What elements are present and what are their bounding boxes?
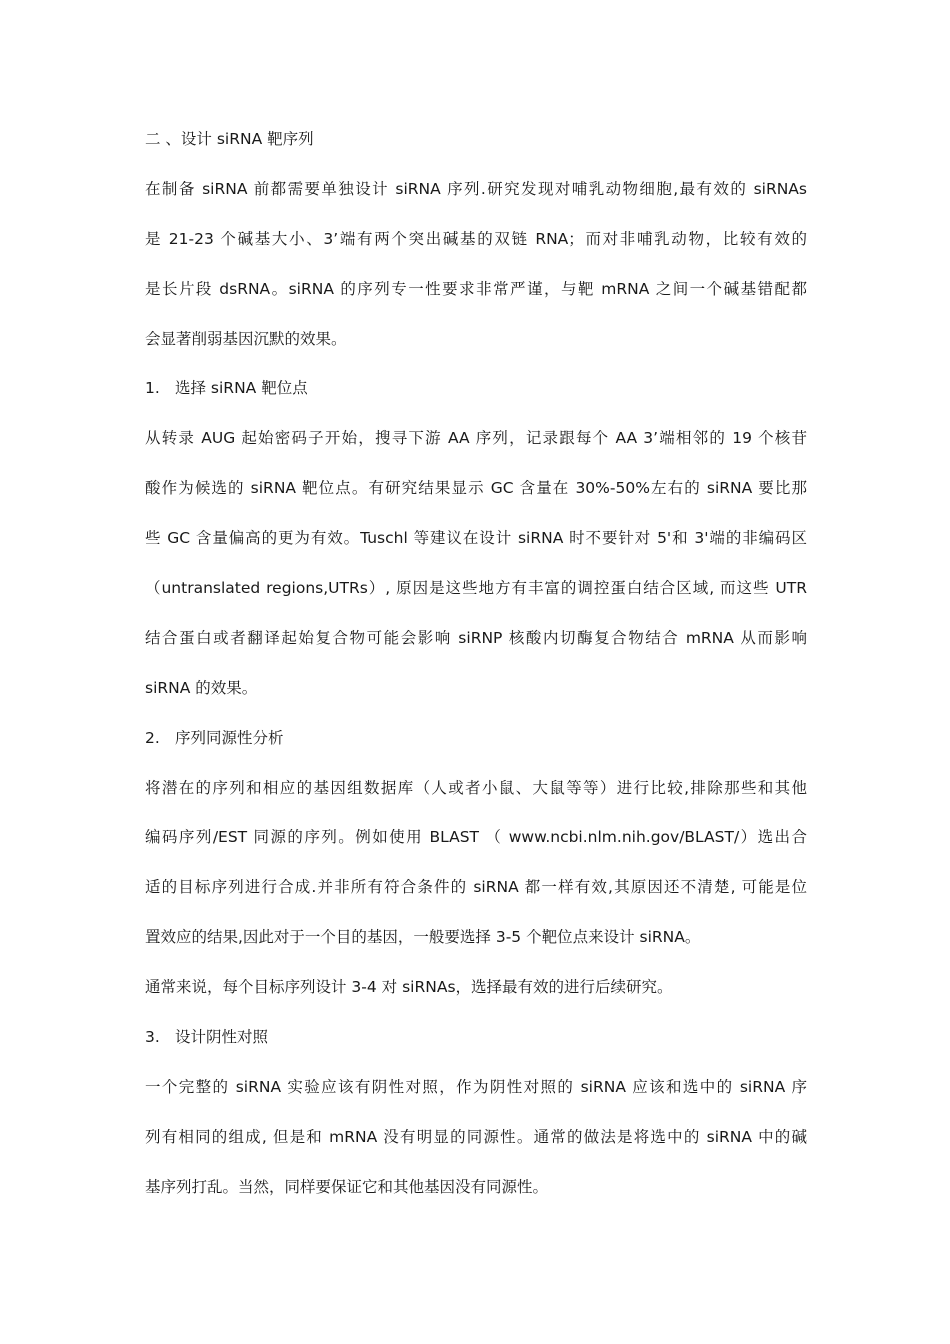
- paragraph-line: 结合蛋白或者翻译起始复合物可能会影响 siRNP 核酸内切酶复合物结合 mRNA 从而影响: [145, 628, 807, 647]
- paragraph-line: 基序列打乱。当然，同样要保证它和其他基因没有同源性。: [145, 1177, 549, 1196]
- step2-heading: [145, 714, 807, 764]
- paragraph-line: 编码序列/EST 同源的序列。例如使用 BLAST （ www.ncbi.nlm.nih.gov/BLAST/）选出合: [145, 828, 807, 847]
- paragraph-line: 从转录 AUG 起始密码子开始，搜寻下游 AA 序列，记录跟每个 AA 3’端相邻的 19 个核苷: [145, 429, 807, 448]
- step3-heading: [145, 1013, 807, 1063]
- step1-title: 选择 siRNA 靶位点: [175, 379, 308, 398]
- step3-title: 设计阴性对照: [175, 1028, 269, 1047]
- step1-paragraph: [145, 414, 807, 713]
- step3-paragraph: [145, 1063, 807, 1213]
- paragraph-line: 是长片段 dsRNA。siRNA 的序列专一性要求非常严谨，与靶 mRNA 之间一个碱基错配都: [145, 279, 807, 298]
- paragraph-line: 适的目标序列进行合成.并非所有符合条件的 siRNA 都一样有效,其原因还不清楚, 可能是位: [145, 878, 807, 897]
- step2-number: 2.: [145, 728, 160, 747]
- document-body: [145, 115, 807, 1213]
- section-title: 二 、设计 siRNA 靶序列: [145, 130, 314, 148]
- step1-number: 1.: [145, 379, 160, 398]
- paragraph-line: 置效应的结果,因此对于一个目的基因，一般要选择 3-5 个靶位点来设计 siRNA。: [145, 928, 701, 947]
- intro-paragraph: [145, 165, 807, 365]
- paragraph-line: 酸作为候选的 siRNA 靶位点。有研究结果显示 GC 含量在 30%-50%左右的 siRNA 要比那: [145, 479, 807, 498]
- step2-title: 序列同源性分析: [175, 728, 284, 747]
- paragraph-line: 是 21-23 个碱基大小、3’端有两个突出碱基的双链 RNA；而对非哺乳动物，比较有效的: [145, 229, 807, 248]
- paragraph-line: 会显著削弱基因沉默的效果。: [145, 329, 347, 348]
- step2-paragraph: [145, 764, 807, 964]
- paragraph-line: 列有相同的组成, 但是和 mRNA 没有明显的同源性。通常的做法是将选中的 siRNA 中的碱: [145, 1127, 807, 1146]
- paragraph-line: siRNA 的效果。: [145, 678, 258, 697]
- paragraph-line: 一个完整的 siRNA 实验应该有阴性对照，作为阴性对照的 siRNA 应该和选中的 siRNA 序: [145, 1077, 807, 1096]
- step1-heading: [145, 364, 807, 414]
- paragraph-line: 将潜在的序列和相应的基因组数据库（人或者小鼠、大鼠等等）进行比较,排除那些和其他: [145, 778, 807, 797]
- paragraph-line: （untranslated regions,UTRs）, 原因是这些地方有丰富的调控蛋白结合区域, 而这些 UTR: [145, 579, 807, 598]
- paragraph-line: 在制备 siRNA 前都需要单独设计 siRNA 序列.研究发现对哺乳动物细胞,最有效的 siRNAs: [145, 179, 807, 198]
- paragraph-line: 些 GC 含量偏高的更为有效。Tuschl 等建议在设计 siRNA 时不要针对 5'和 3'端的非编码区: [145, 529, 807, 548]
- step2-note: 通常来说，每个目标序列设计 3-4 对 siRNAs，选择最有效的进行后续研究。: [145, 978, 673, 997]
- step3-number: 3.: [145, 1028, 160, 1047]
